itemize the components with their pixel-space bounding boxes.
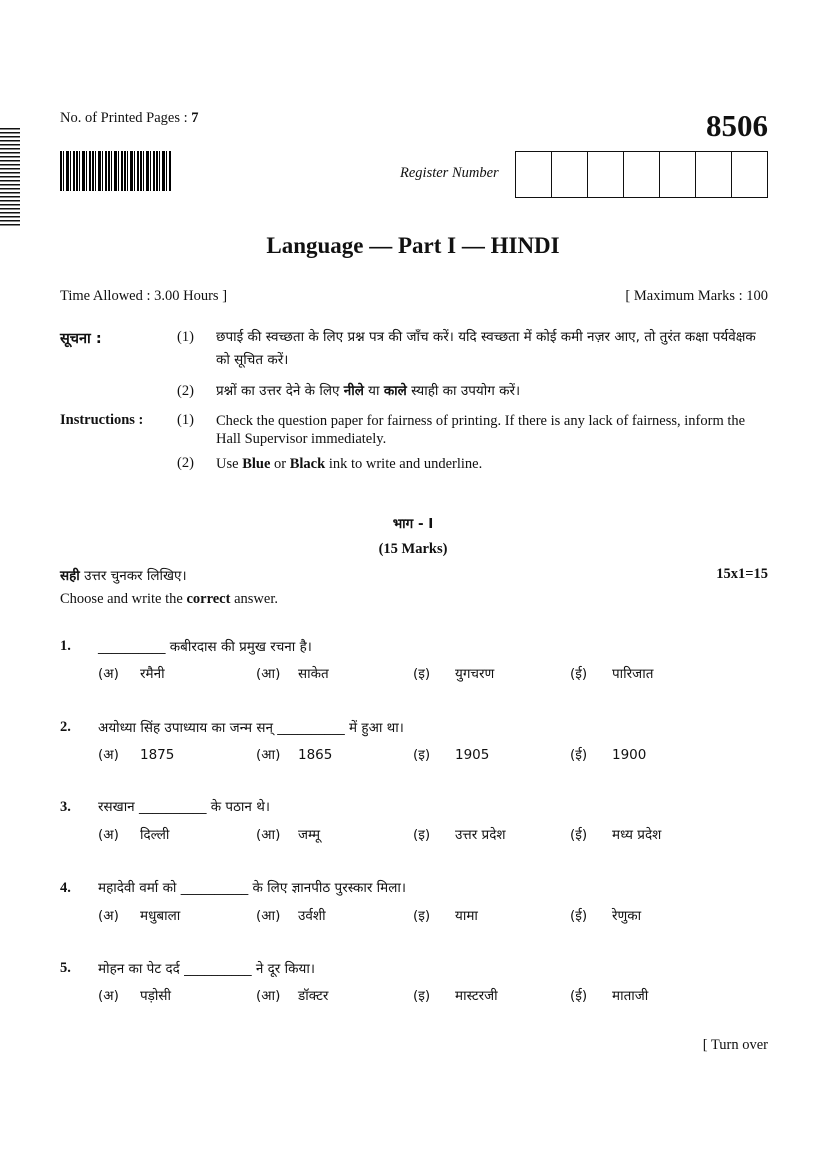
register-digit-box[interactable] bbox=[696, 152, 732, 197]
question-option: (ई) रेणुका bbox=[570, 908, 642, 924]
question-number: 5. bbox=[60, 960, 71, 976]
notice-label-hindi: सूचना : bbox=[60, 331, 102, 347]
question-number: 3. bbox=[60, 799, 71, 815]
question-text: महादेवी वर्मा को __________ के लिए ज्ञानपीठ पुरस्कार मिला। bbox=[98, 880, 406, 896]
question-option: (इ) 1905 bbox=[413, 747, 490, 763]
question-option: (अ) रमैनी bbox=[98, 666, 165, 682]
register-digit-box[interactable] bbox=[624, 152, 660, 197]
printed-pages-label: No. of Printed Pages : bbox=[60, 110, 188, 126]
question-option: (अ) दिल्ली bbox=[98, 827, 170, 843]
register-digit-box[interactable] bbox=[552, 152, 588, 197]
register-digit-box[interactable] bbox=[588, 152, 624, 197]
notice-hindi-text-2: प्रश्नों का उत्तर देने के लिए नीले या काले स्याही का उपयोग करें। bbox=[216, 383, 521, 399]
instruction-text-2: Use Blue or Black ink to write and underline. bbox=[216, 456, 483, 472]
printed-pages-value: 7 bbox=[191, 110, 199, 126]
marks-formula: 15x1=15 bbox=[716, 566, 768, 582]
instruction-text-1: Check the question paper for fairness of printing. If there is any lack of fairness, inform the Hall Supervisor immediately. bbox=[216, 413, 746, 447]
paper-title: Language — Part I — HINDI bbox=[266, 233, 560, 258]
question-option: (अ) 1875 bbox=[98, 747, 175, 763]
question-text: अयोध्या सिंह उपाध्याय का जन्म सन् __________ में हुआ था। bbox=[98, 720, 404, 736]
question-option: (इ) यामा bbox=[413, 908, 478, 924]
question-option: (अ) मधुबाला bbox=[98, 908, 181, 924]
question-option: (इ) युगचरण bbox=[413, 666, 495, 682]
question-option: (इ) मास्टरजी bbox=[413, 988, 498, 1004]
instruction-num-2: (2) bbox=[177, 455, 194, 471]
notice-hindi-text-1: छपाई की स्वच्छता के लिए प्रश्न पत्र की जाँच करें। यदि स्वच्छता में कोई कमी नज़र आए, तो तुरंत कक्षा पर्यवेक्षक को सूचित करें। bbox=[216, 329, 756, 368]
printed-pages bbox=[60, 110, 199, 127]
time-allowed: Time Allowed : 3.00 Hours ] bbox=[60, 288, 228, 304]
question-option: (अ) पड़ोसी bbox=[98, 988, 172, 1004]
instruction-num-1: (1) bbox=[177, 412, 194, 428]
question-option: (आ) उर्वशी bbox=[256, 908, 326, 924]
question-option: (ई) पारिजात bbox=[570, 666, 654, 682]
register-digit-box[interactable] bbox=[732, 152, 767, 197]
margin-tick-strip bbox=[0, 128, 20, 228]
question-option: (आ) साकेत bbox=[256, 666, 329, 682]
question-option: (इ) उत्तर प्रदेश bbox=[413, 827, 506, 843]
register-number-label: Register Number bbox=[400, 165, 499, 181]
question-number: 4. bbox=[60, 880, 71, 896]
question-number: 2. bbox=[60, 719, 71, 735]
section-part: भाग - I bbox=[392, 516, 434, 532]
instruction-english: Choose and write the correct answer. bbox=[60, 591, 278, 607]
notice-hindi-num-2: (2) bbox=[177, 383, 194, 399]
register-number-boxes[interactable] bbox=[515, 151, 768, 198]
question-number: 1. bbox=[60, 638, 71, 654]
instructions-label: Instructions : bbox=[60, 412, 144, 428]
barcode bbox=[60, 151, 172, 191]
question-option: (ई) 1900 bbox=[570, 747, 647, 763]
register-digit-box[interactable] bbox=[660, 152, 696, 197]
question-text: मोहन का पेट दर्द __________ ने दूर किया। bbox=[98, 961, 315, 977]
question-text: रसखान __________ के पठान थे। bbox=[98, 799, 270, 815]
question-option: (आ) जम्मू bbox=[256, 827, 321, 843]
question-option: (आ) 1865 bbox=[256, 747, 333, 763]
maximum-marks: [ Maximum Marks : 100 bbox=[625, 288, 768, 304]
question-option: (ई) मध्य प्रदेश bbox=[570, 827, 662, 843]
question-option: (आ) डॉक्टर bbox=[256, 988, 329, 1004]
paper-code: 8506 bbox=[706, 108, 768, 143]
notice-hindi-num-1: (1) bbox=[177, 329, 194, 345]
instruction-hindi: सही उत्तर चुनकर लिखिए। bbox=[60, 568, 187, 584]
question-text: __________ कबीरदास की प्रमुख रचना है। bbox=[98, 639, 312, 655]
section-marks: (15 Marks) bbox=[378, 541, 448, 557]
turn-over: [ Turn over bbox=[702, 1037, 768, 1053]
question-option: (ई) माताजी bbox=[570, 988, 649, 1004]
register-digit-box[interactable] bbox=[516, 152, 552, 197]
